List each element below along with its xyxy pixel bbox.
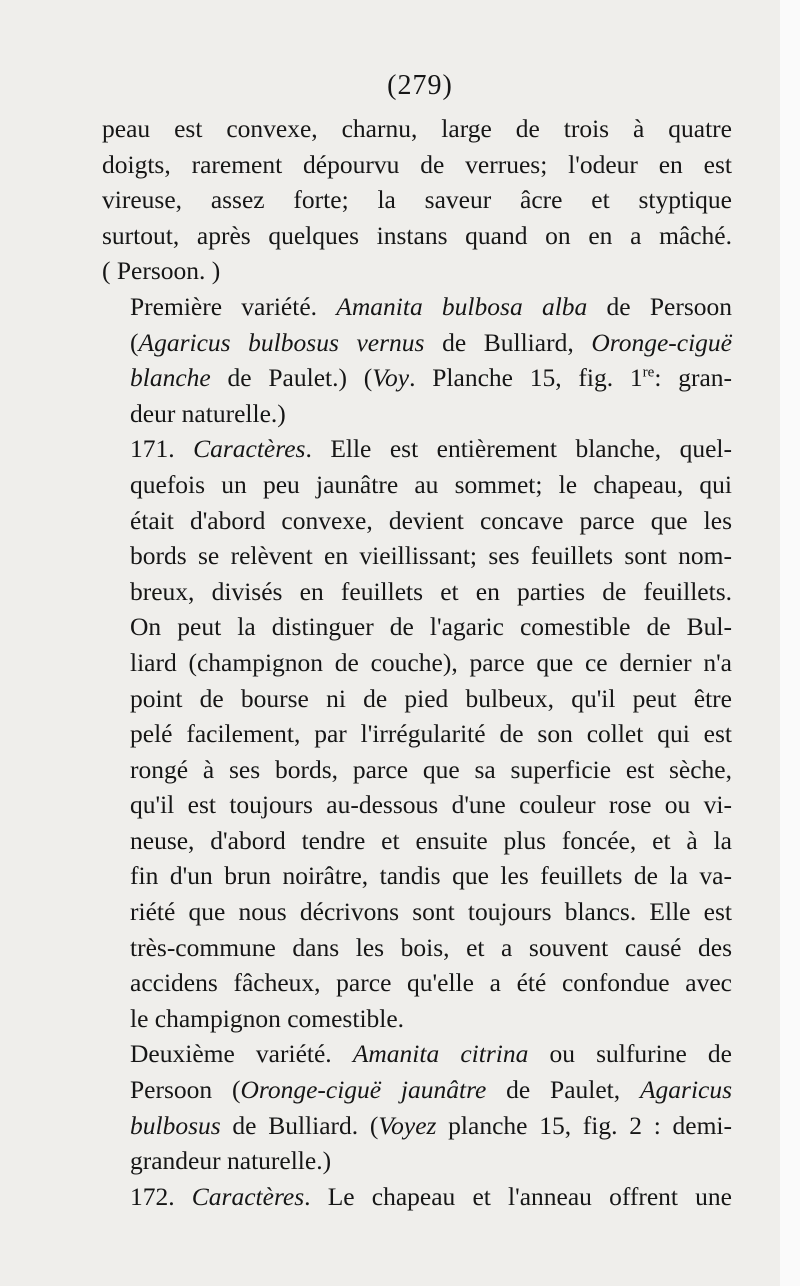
text-line: surtout, après quelques instans quand on en a mâché. — [102, 220, 732, 250]
text-line: qu'il est toujours au-dessous d'une couleur rose ou vi- — [130, 790, 732, 820]
text-line: le champignon comestible. — [130, 1003, 405, 1033]
text-line — [102, 431, 732, 467]
text-line: vireuse, assez forte; la saveur âcre et styptique — [102, 185, 732, 215]
text-run: : gran- — [654, 363, 732, 393]
paragraph-deuxieme-variete — [102, 1036, 732, 1178]
text-line: quefois un peu jaunâtre au sommet; le chapeau, qui — [130, 469, 732, 499]
text-line — [102, 325, 732, 361]
text-line — [102, 1108, 732, 1144]
species-name: blanche — [130, 363, 211, 393]
text-run: Persoon ( — [130, 1075, 241, 1105]
text-line: liard (champignon de couche), parce que ce dernier n'a — [130, 647, 732, 677]
text-run: ou sulfurine de — [528, 1039, 732, 1069]
text-line: riété que nous décrivons sont toujours blancs. Elle est — [130, 897, 732, 927]
text-run: . Elle est entièrement blanche, quel- — [305, 434, 732, 464]
species-name: Amanita bulbosa alba — [336, 291, 588, 321]
text-line — [102, 1179, 732, 1215]
text-line — [102, 360, 732, 396]
text-line: très-commune dans les bois, et a souvent causé des — [130, 932, 732, 962]
superscript: re — [642, 364, 655, 381]
text-run: ( — [130, 327, 139, 357]
paragraph-continuation — [102, 111, 732, 289]
abbreviation: Voy — [372, 363, 410, 393]
text-run: de Bulliard, — [424, 327, 592, 357]
text-line: On peut la distinguer de l'agaric comestible de Bul- — [130, 612, 732, 642]
species-name: bulbosus — [130, 1110, 221, 1140]
text-line — [102, 289, 732, 325]
page-number: (279) — [387, 70, 453, 101]
text-line: deur naturelle.) — [130, 398, 286, 428]
text-run: planche 15, fig. 2 : demi- — [436, 1110, 732, 1140]
species-name: Agaricus — [639, 1075, 733, 1105]
text-line: ( Persoon. ) — [102, 256, 221, 286]
text-run: de Persoon — [587, 291, 733, 321]
section-number: 171. — [130, 434, 194, 464]
text-run: . Planche 15, fig. 1 — [409, 363, 643, 393]
text-run: de Bulliard. ( — [220, 1110, 379, 1140]
page-edge — [780, 0, 800, 1286]
text-line: grandeur naturelle.) — [130, 1146, 332, 1176]
text-line — [102, 1036, 732, 1072]
page-body — [102, 111, 732, 1214]
text-line: bords se relèvent en vieillissant; ses feuillets sont nom- — [130, 541, 732, 571]
abbreviation: Voyez — [378, 1110, 437, 1140]
section-number: 172. — [130, 1181, 192, 1211]
section-heading: Caractères — [191, 1181, 305, 1211]
text-run: . Le chapeau et l'anneau offrent une — [304, 1181, 732, 1211]
text-line: accidens fâcheux, parce qu'elle a été confondue avec — [130, 968, 732, 998]
text-run: de Paulet.) ( — [210, 363, 373, 393]
text-line: neuse, d'abord tendre et ensuite plus foncée, et à la — [130, 825, 732, 855]
text-line: point de bourse ni de pied bulbeux, qu'il peut être — [130, 683, 732, 713]
species-name: Agaricus bulbosus vernus — [138, 327, 425, 357]
text-line: peau est convexe, charnu, large de trois à quatre — [102, 114, 732, 143]
text-run: de Paulet, — [486, 1075, 640, 1105]
paragraph-premiere-variete — [102, 289, 732, 431]
species-name: Oronge-ciguë — [591, 327, 732, 357]
paragraph-172 — [102, 1179, 732, 1215]
species-name: Oronge-ciguë jaunâtre — [240, 1075, 487, 1105]
paragraph-171 — [102, 431, 732, 1036]
text-line: breux, divisés en feuillets et en parties de feuillets. — [130, 576, 732, 606]
section-heading: Caractères — [193, 434, 306, 464]
text-run: Deuxième variété. — [130, 1039, 353, 1069]
text-line: était d'abord convexe, devient concave parce que les — [130, 505, 732, 535]
text-line: fin d'un brun noirâtre, tandis que les feuillets de la va- — [130, 861, 732, 891]
text-run: Première variété. — [130, 291, 337, 321]
text-line: pelé facilement, par l'irrégularité de son collet qui est — [130, 719, 732, 749]
text-line: doigts, rarement dépourvu de verrues; l'odeur en est — [102, 149, 732, 179]
species-name: Amanita citrina — [352, 1039, 529, 1069]
text-line — [102, 1072, 732, 1108]
text-line: rongé à ses bords, parce que sa superficie est sèche, — [130, 754, 732, 784]
